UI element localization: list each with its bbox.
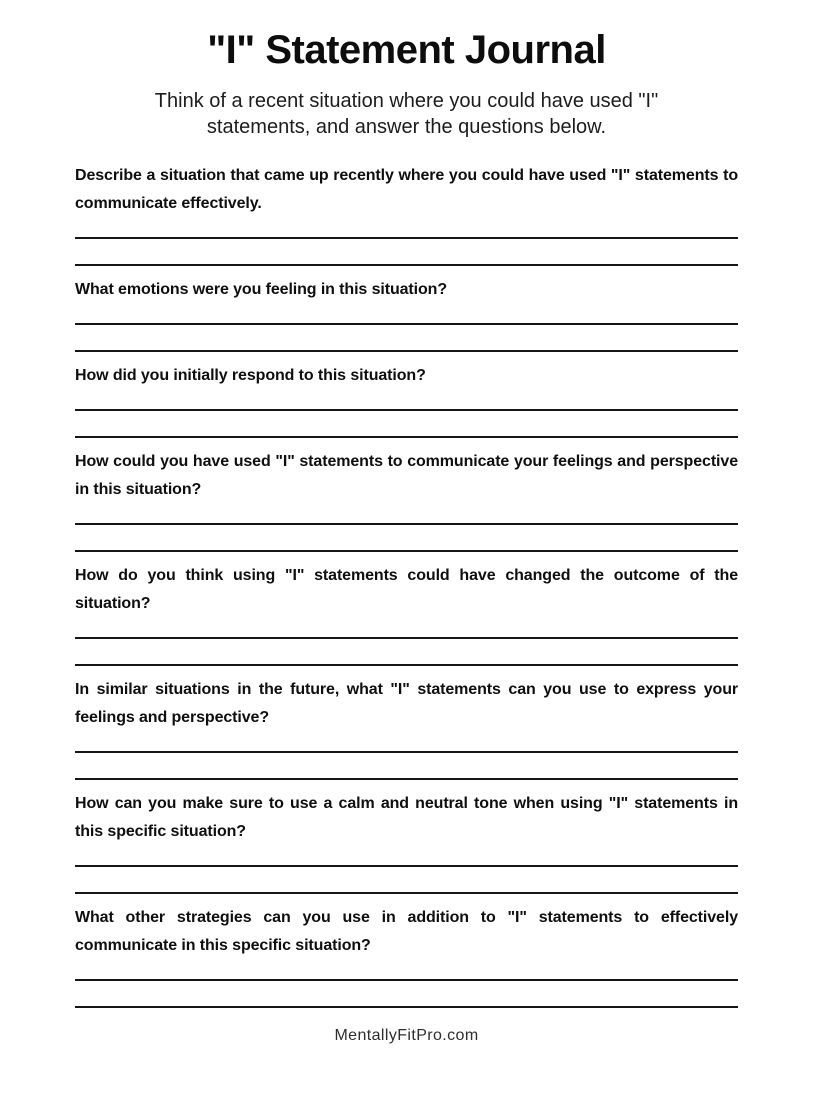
question-text: In similar situations in the future, what "I" statements can you use to express your feelings and perspective? bbox=[75, 681, 738, 726]
question-section-2 bbox=[75, 276, 738, 352]
question-text: What other strategies can you use in addition to "I" statements to effectively communicate in this specific situation? bbox=[75, 909, 738, 954]
question-section-3 bbox=[75, 362, 738, 438]
question-section-4 bbox=[75, 448, 738, 552]
question-section-6 bbox=[75, 676, 738, 780]
answer-line bbox=[75, 264, 738, 266]
answer-line bbox=[75, 523, 738, 525]
question-text: How could you have used "I" statements to communicate your feelings and perspective in this situation? bbox=[75, 453, 738, 498]
answer-line bbox=[75, 237, 738, 239]
answer-line bbox=[75, 350, 738, 352]
question-text: How can you make sure to use a calm and neutral tone when using "I" statements in this specific situation? bbox=[75, 795, 738, 840]
question-sections bbox=[75, 162, 738, 1008]
answer-line bbox=[75, 637, 738, 639]
question-text: Describe a situation that came up recently where you could have used "I" statements to communicate effectively. bbox=[75, 167, 738, 212]
answer-line bbox=[75, 550, 738, 552]
question-section-8 bbox=[75, 904, 738, 1008]
question-section-7 bbox=[75, 790, 738, 894]
answer-line bbox=[75, 778, 738, 780]
question-text: How do you think using "I" statements could have changed the outcome of the situation? bbox=[75, 567, 738, 612]
answer-line bbox=[75, 979, 738, 981]
answer-line bbox=[75, 323, 738, 325]
page-title: "I" Statement Journal bbox=[207, 28, 606, 72]
answer-line bbox=[75, 865, 738, 867]
answer-line bbox=[75, 409, 738, 411]
question-section-1 bbox=[75, 162, 738, 266]
question-section-5 bbox=[75, 562, 738, 666]
answer-line bbox=[75, 436, 738, 438]
answer-line bbox=[75, 751, 738, 753]
worksheet-content bbox=[0, 26, 834, 1046]
question-text: How did you initially respond to this situation? bbox=[75, 367, 426, 384]
answer-line bbox=[75, 892, 738, 894]
answer-line bbox=[75, 1006, 738, 1008]
page-subtitle: Think of a recent situation where you could have used "I" statements, and answer the questions below. bbox=[154, 90, 659, 138]
worksheet-page bbox=[0, 26, 834, 1106]
footer-site-url: MentallyFitPro.com bbox=[334, 1027, 479, 1044]
question-text: What emotions were you feeling in this situation? bbox=[75, 281, 448, 298]
answer-line bbox=[75, 664, 738, 666]
